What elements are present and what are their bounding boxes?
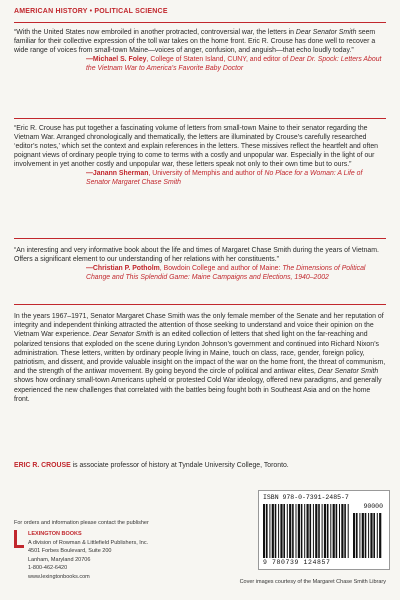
quote-3-work: The Dimensions of Political Change and This Splendid Game: Maine Campaigns and Elections, 1940–2002: [86, 265, 366, 281]
description-title-1: Dear Senator Smith: [92, 331, 154, 339]
publisher-phone: 1-800-462-6420: [28, 565, 68, 571]
barcode-bars: [263, 504, 351, 558]
quote-2-attribution: [14, 169, 386, 187]
publisher-division: A division of Rowman & Littlefield Publishers, Inc.: [28, 539, 149, 546]
quote-3-text: “An interesting and very informative book about the life and times of Margaret Chase Smith during the years of Vietnam. Offers a significant element to our understanding of her relations with her constituents.”: [14, 247, 379, 263]
quote-3-attribution: [14, 264, 386, 282]
quote-2: [14, 124, 386, 187]
publisher-text: [28, 530, 148, 581]
publisher-address-2: Lanham, Maryland 20706: [28, 556, 91, 563]
quote-1-text-a: “With the United States now embroiled in another protracted, controversial war, the letters in: [14, 29, 296, 36]
author-bio: [14, 462, 386, 469]
quote-2-name: —Janann Sherman: [86, 170, 149, 177]
publisher-website[interactable]: www.lexingtonbooks.com: [28, 573, 90, 580]
orders-note: For orders and information please contact the publisher: [14, 520, 149, 526]
divider-1: [14, 118, 386, 119]
author-bio-text: is associate professor of history at Tyndale University College, Toronto.: [70, 462, 289, 469]
description-part-1: In the years 1967–1971, Senator Margaret Chase Smith was the only female member of the Senate and her reputation of integrity and independent thinking attracted the attention of those seeking to understand and voice their opinion on the Vietnam War experience.: [14, 313, 384, 339]
price-barcode-bars: [353, 513, 383, 558]
quote-1-text: [14, 28, 386, 55]
quote-2-text: “Eric R. Crouse has put together a fascinating volume of letters from small-town Maine to their senator regarding the Vietnam War. Arranged chronologically and thematically, the letters are illuminated by Crouse’s carefully researched ‘editor’s notes,’ which set the context and explain references in the letters. These missives reflect the heartfelt and often poignant views of ordinary people trying to come to terms with a costly and unpopular war. Especially in the light of our involvement in yet another costly and unpopular war, these letters speak not only to their own time but to ours.”: [14, 125, 378, 168]
lexington-logo-icon: [14, 530, 24, 548]
divider-3: [14, 304, 386, 305]
price-code: 90000: [363, 503, 383, 510]
description-part-2: is an edited collection of letters that shed light on the far-reaching and polarized tensions that exploded on the scene during Lyndon Johnson’s government and continued into Richard Nixon’s administration. These letters, written by ordinary people living in Maine, touch on class, race, gender, foreign policy, patriotism, and dissent, and provide valuable insight on the impact of the war on the home front, the threat of communism, and the strength of the antiwar movement. By going beyond the circle of political and antiwar elites,: [14, 331, 386, 376]
quote-1: [14, 28, 386, 73]
category-label: AMERICAN HISTORY • POLITICAL SCIENCE: [14, 8, 168, 15]
barcode-digits: 9 780739 124857: [263, 559, 331, 566]
description-part-3: shows how ordinary small-town Americans upheld or protested Cold War ideology, offered new paradigms, and generally experienced the new challenges that correlated with the battles being fought both in Southeast Asia and on the home front.: [14, 377, 382, 403]
top-rule: [14, 22, 386, 23]
quote-1-affiliation: , College of Staten Island, CUNY, and editor of: [146, 56, 291, 63]
quote-3-affiliation: , Bowdoin College and author of Maine:: [159, 265, 283, 272]
isbn-barcode: [258, 490, 390, 570]
publisher-address-1: 4501 Forbes Boulevard, Suite 200: [28, 548, 112, 554]
book-description: [14, 312, 386, 404]
description-title-2: Dear Senator Smith: [317, 368, 379, 376]
quote-1-text-b: seem familiar for their collective expression of the toll war takes on the home front. Eric R. Crouse has done well to recover a wide range of voices from small-town Maine—voices of anger, confusion, and anguish—that echo loudly today.”: [14, 29, 376, 54]
quote-1-name: —Michael S. Foley: [86, 56, 147, 63]
quote-1-title: Dear Senator Smith: [295, 29, 357, 36]
cover-credit: Cover images courtesy of the Margaret Chase Smith Library: [239, 579, 386, 585]
quote-3: [14, 246, 386, 282]
quote-3-name: —Christian P. Potholm: [86, 265, 160, 272]
quote-1-work: Dear Dr. Spock: Letters About the Vietnam War to America’s Favorite Baby Doctor: [86, 56, 382, 72]
publisher-name: LEXINGTON BOOKS: [28, 531, 82, 537]
isbn-number: ISBN 978-0-7391-2485-7: [263, 494, 349, 501]
quote-2-affiliation: , University of Memphis and author of: [148, 170, 265, 177]
divider-2: [14, 238, 386, 239]
quote-1-attribution: [14, 55, 386, 73]
quote-2-work: No Place for a Woman: A Life of Senator Margaret Chase Smith: [86, 170, 363, 186]
publisher-block: [14, 530, 214, 592]
author-name: ERIC R. CROUSE: [14, 462, 71, 469]
